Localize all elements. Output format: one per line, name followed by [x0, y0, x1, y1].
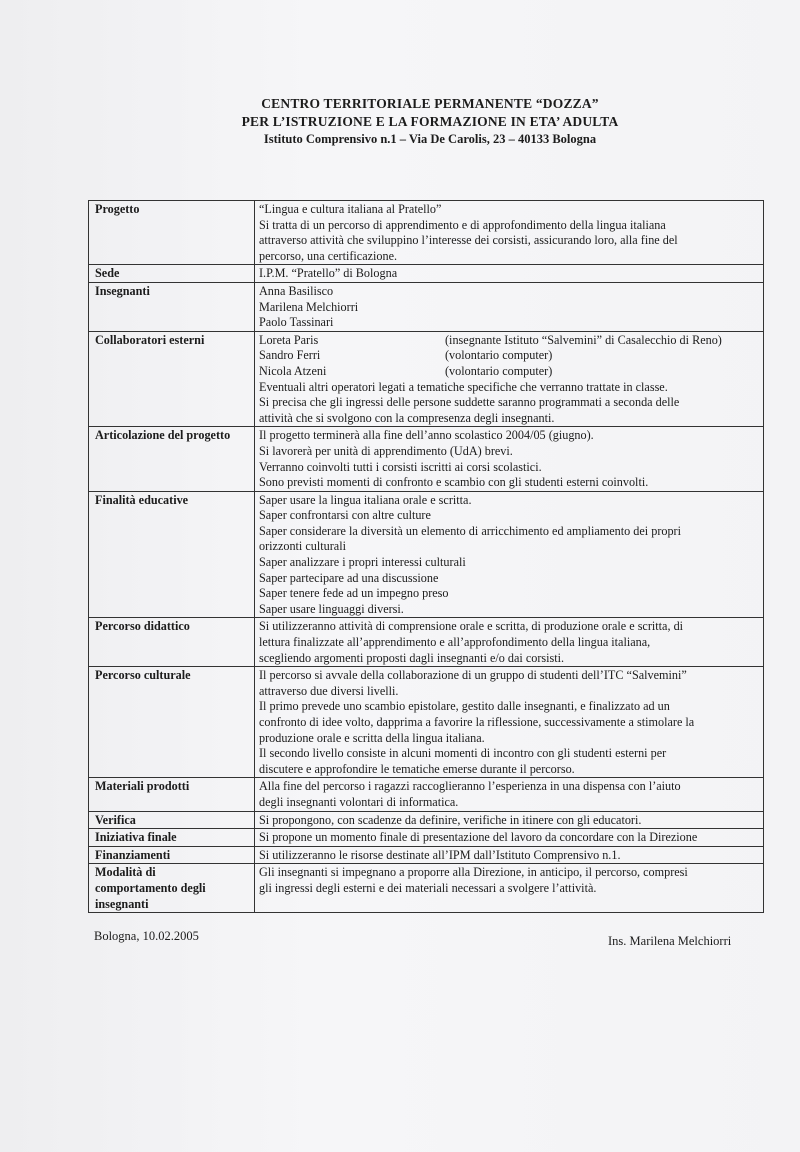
content-didattico [255, 618, 764, 667]
text-line: Saper tenere fede ad un impegno preso [259, 586, 449, 601]
label-verifica: Verifica [89, 811, 255, 829]
row-iniziativa [89, 829, 764, 847]
text-line: Si utilizzeranno le risorse destinate all’IPM dall’Istituto Comprensivo n.1. [259, 847, 621, 862]
label-sede: Sede [89, 265, 255, 283]
label-materiali: Materiali prodotti [89, 778, 255, 811]
text-line: Saper partecipare ad una discussione [259, 570, 439, 585]
text-line: Il primo prevede uno scambio epistolare, gestito dalle insegnanti, e finalizzato ad un [259, 699, 670, 714]
text-line: attraverso attività che sviluppino l’interesse dei corsisti, assicurando loro, alla fine del [259, 233, 678, 248]
text-line: Il percorso si avvale della collaborazione di un gruppo di studenti dell’ITC “Salvemini” [259, 668, 687, 683]
text-line: “Lingua e cultura italiana al Pratello” [259, 202, 442, 216]
collaborator-name: Sandro Ferri [259, 348, 321, 363]
row-sede [89, 265, 764, 283]
text-line: I.P.M. “Pratello” di Bologna [259, 266, 398, 281]
label-didattico: Percorso didattico [89, 618, 255, 667]
row-collaboratori [89, 331, 764, 427]
row-verifica [89, 811, 764, 829]
label-finanziamenti: Finanziamenti [89, 846, 255, 864]
text-line: Sono previsti momenti di confronto e scambio con gli studenti esterni coinvolti. [259, 475, 649, 490]
collaborator-entry [259, 348, 759, 364]
header-line-1: CENTRO TERRITORIALE PERMANENTE “DOZZA” [261, 96, 599, 111]
text-line: Verranno coinvolti tutti i corsisti iscritti ai corsi scolastici. [259, 459, 542, 474]
row-finanziamenti [89, 846, 764, 864]
collaborator-role: (volontario computer) [445, 348, 553, 363]
content-progetto [255, 201, 764, 265]
collaborator-role: (insegnante Istituto “Salvemini” di Casalecchio di Reno) [445, 332, 722, 347]
content-insegnanti [255, 282, 764, 331]
row-culturale [89, 667, 764, 778]
text-line: Si tratta di un percorso di apprendimento e di approfondimento della lingua italiana [259, 217, 666, 232]
row-insegnanti [89, 282, 764, 331]
collaborator-entry [259, 364, 759, 380]
text-line: confronto di idee volto, dapprima a favorire la riflessione, successivamente a stimolare la [259, 715, 695, 729]
text-line: attività che si svolgono con la compresenza degli insegnanti. [259, 410, 555, 425]
text-line: lettura finalizzate all’apprendimento e all’approfondimento della lingua italiana, [259, 635, 651, 650]
row-materiali [89, 778, 764, 811]
text-line: Saper usare la lingua italiana orale e scritta. [259, 492, 472, 507]
text-line: Eventuali altri operatori legati a tematiche specifiche che verranno trattate in classe. [259, 379, 668, 394]
label-finalita: Finalità educative [89, 491, 255, 618]
content-iniziativa [255, 829, 764, 847]
label-line: comportamento degli [95, 880, 206, 895]
label-progetto: Progetto [89, 201, 255, 265]
text-line: degli insegnanti volontari di informatica. [259, 794, 459, 809]
text-line: Si propone un momento finale di presentazione del lavoro da concordare con la Direzione [259, 830, 698, 845]
collaborator-name: Nicola Atzeni [259, 363, 327, 378]
row-articolazione [89, 427, 764, 491]
text-line: Il secondo livello consiste in alcuni momenti di incontro con gli studenti esterni per [259, 746, 667, 761]
label-articolazione: Articolazione del progetto [89, 427, 255, 491]
collaborator-entry [259, 333, 759, 349]
teacher-name: Paolo Tassinari [259, 315, 334, 330]
place-date: Bologna, 10.02.2005 [94, 929, 199, 943]
label-collaboratori: Collaboratori esterni [89, 331, 255, 427]
text-line: discutere e approfondire le tematiche emerse durante il percorso. [259, 761, 575, 776]
text-line: percorso, una certificazione. [259, 248, 398, 263]
label-line: insegnanti [95, 896, 149, 911]
content-articolazione [255, 427, 764, 491]
label-iniziativa: Iniziativa finale [89, 829, 255, 847]
content-verifica [255, 811, 764, 829]
text-line: Si lavorerà per unità di apprendimento (UdA) brevi. [259, 443, 513, 458]
content-collaboratori [255, 331, 764, 427]
text-line: Gli insegnanti si impegnano a proporre alla Direzione, in anticipo, il percorso, compresi [259, 865, 688, 880]
text-line: attraverso due diversi livelli. [259, 683, 399, 698]
project-table [88, 200, 764, 913]
collaborator-role: (volontario computer) [445, 363, 553, 378]
row-didattico [89, 618, 764, 667]
text-line: scegliendo argomenti proposti dagli insegnanti e/o dai corsisti. [259, 650, 565, 665]
content-culturale [255, 667, 764, 778]
header-line-2: PER L’ISTRUZIONE E LA FORMAZIONE IN ETA’ ADULTA [241, 114, 619, 129]
label-modalita [89, 864, 255, 913]
label-line: Modalità di [95, 865, 156, 880]
text-line: Saper considerare la diversità un elemento di arricchimento ed ampliamento dei propri [259, 523, 682, 538]
text-line: gli ingressi degli esterni e dei materiali necessari a svolgere l’attività. [259, 880, 597, 895]
text-line: Il progetto terminerà alla fine dell’anno scolastico 2004/05 (giugno). [259, 428, 594, 443]
signature: Ins. Marilena Melchiorri [608, 934, 732, 948]
text-line: orizzonti culturali [259, 539, 346, 554]
text-line: Saper analizzare i propri interessi culturali [259, 555, 466, 570]
text-line: Si propongono, con scadenze da definire, verifiche in itinere con gli educatori. [259, 812, 642, 827]
label-culturale: Percorso culturale [89, 667, 255, 778]
text-line: Si utilizzeranno attività di comprensione orale e scritta, di produzione orale e scritta, di [259, 619, 684, 634]
content-materiali [255, 778, 764, 811]
row-progetto [89, 201, 764, 265]
content-finalita [255, 491, 764, 618]
content-sede [255, 265, 764, 283]
text-line: Si precisa che gli ingressi delle persone suddette saranno programmati a seconda delle [259, 395, 680, 410]
row-finalita [89, 491, 764, 618]
text-line: Alla fine del percorso i ragazzi raccoglieranno l’esperienza in una dispensa con l’aiuto [259, 779, 681, 794]
text-line: produzione orale e scritta della lingua italiana. [259, 730, 485, 745]
collaborator-name: Loreta Paris [259, 332, 319, 347]
row-modalita [89, 864, 764, 913]
text-line: Saper confrontarsi con altre culture [259, 508, 431, 523]
header-line-3: Istituto Comprensivo n.1 – Via De Carolis, 23 – 40133 Bologna [263, 132, 597, 146]
label-insegnanti: Insegnanti [89, 282, 255, 331]
content-modalita [255, 864, 764, 913]
text-line: Saper usare linguaggi diversi. [259, 601, 404, 616]
teacher-name: Anna Basilisco [259, 283, 334, 298]
content-finanziamenti [255, 846, 764, 864]
teacher-name: Marilena Melchiorri [259, 299, 359, 314]
